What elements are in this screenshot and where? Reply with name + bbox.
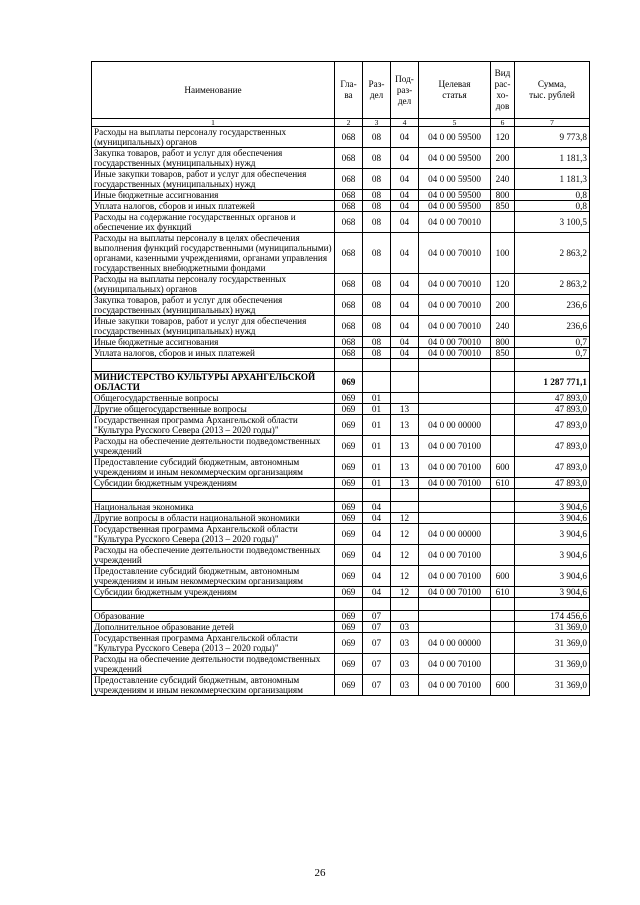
cell-podrazdel: 04 [391, 212, 419, 233]
cell-glava: 069 [335, 654, 363, 675]
cell-vid [491, 502, 515, 513]
column-number: 6 [491, 119, 515, 127]
cell-razdel: 04 [363, 566, 391, 587]
cell-statya: 04 0 00 70100 [419, 457, 491, 478]
cell-glava: 069 [335, 513, 363, 524]
table-row [92, 274, 590, 295]
cell-vid [491, 654, 515, 675]
cell-glava [335, 489, 363, 502]
header-row [92, 62, 590, 119]
cell-podrazdel: 03 [391, 675, 419, 696]
cell-razdel: 07 [363, 622, 391, 633]
cell-podrazdel: 12 [391, 524, 419, 545]
cell-glava: 068 [335, 169, 363, 190]
table-row [92, 316, 590, 337]
cell-glava: 069 [335, 524, 363, 545]
column-number: 4 [391, 119, 419, 127]
cell-name: Предоставление субсидий бюджетным, автономным учреждениям и иным некоммерческим организациям [92, 675, 335, 696]
cell-statya: 04 0 00 00000 [419, 633, 491, 654]
cell-razdel: 04 [363, 513, 391, 524]
cell-podrazdel: 04 [391, 169, 419, 190]
cell-summa: 47 893,0 [515, 415, 590, 436]
cell-name: Общегосударственные вопросы [92, 393, 335, 404]
cell-name: Расходы на содержание государственных органов и обеспечение их функций [92, 212, 335, 233]
table-row [92, 348, 590, 359]
cell-vid [491, 524, 515, 545]
cell-statya [419, 598, 491, 611]
cell-summa: 47 893,0 [515, 436, 590, 457]
cell-statya: 04 0 00 70100 [419, 675, 491, 696]
cell-name: Иные закупки товаров, работ и услуг для обеспечения государственных (муниципальных) нужд [92, 169, 335, 190]
table-row [92, 148, 590, 169]
cell-name: Закупка товаров, работ и услуг для обеспечения государственных (муниципальных) нужд [92, 148, 335, 169]
cell-vid [491, 393, 515, 404]
table-row [92, 404, 590, 415]
cell-vid [491, 633, 515, 654]
column-number: 7 [515, 119, 590, 127]
cell-summa: 1 287 771,1 [515, 372, 590, 393]
cell-vid: 850 [491, 201, 515, 212]
cell-name: Предоставление субсидий бюджетным, автономным учреждениям и иным некоммерческим организациям [92, 566, 335, 587]
cell-summa: 3 904,6 [515, 502, 590, 513]
cell-podrazdel [391, 502, 419, 513]
cell-name: Предоставление субсидий бюджетным, автономным учреждениям и иным некоммерческим организациям [92, 457, 335, 478]
cell-glava: 068 [335, 148, 363, 169]
cell-glava: 068 [335, 201, 363, 212]
cell-glava: 068 [335, 190, 363, 201]
cell-statya: 04 0 00 59500 [419, 190, 491, 201]
cell-statya [419, 359, 491, 372]
cell-podrazdel: 03 [391, 633, 419, 654]
cell-statya: 04 0 00 70010 [419, 295, 491, 316]
table-row [92, 295, 590, 316]
table-row [92, 502, 590, 513]
cell-razdel: 07 [363, 675, 391, 696]
cell-vid [491, 489, 515, 502]
column-number: 1 [92, 119, 335, 127]
cell-vid: 200 [491, 295, 515, 316]
cell-glava: 068 [335, 295, 363, 316]
cell-glava: 069 [335, 436, 363, 457]
cell-razdel: 01 [363, 393, 391, 404]
cell-name: Расходы на выплаты персоналу государственных (муниципальных) органов [92, 274, 335, 295]
cell-podrazdel: 03 [391, 622, 419, 633]
cell-name [92, 359, 335, 372]
cell-statya [419, 502, 491, 513]
cell-name: Государственная программа Архангельской области "Культура Русского Севера (2013 – 2020 годы)" [92, 633, 335, 654]
cell-glava: 069 [335, 415, 363, 436]
cell-name: Национальная экономика [92, 502, 335, 513]
cell-razdel: 08 [363, 127, 391, 148]
cell-podrazdel: 12 [391, 587, 419, 598]
cell-vid: 800 [491, 337, 515, 348]
cell-name: Иные закупки товаров, работ и услуг для обеспечения государственных (муниципальных) нужд [92, 316, 335, 337]
cell-statya: 04 0 00 70010 [419, 348, 491, 359]
header-glava: Гла- ва [335, 62, 363, 119]
cell-podrazdel [391, 359, 419, 372]
cell-summa: 0,8 [515, 201, 590, 212]
cell-vid: 600 [491, 566, 515, 587]
cell-name: Уплата налогов, сборов и иных платежей [92, 348, 335, 359]
cell-razdel: 04 [363, 545, 391, 566]
cell-razdel: 08 [363, 274, 391, 295]
table-row [92, 201, 590, 212]
cell-statya: 04 0 00 70100 [419, 545, 491, 566]
cell-podrazdel: 04 [391, 201, 419, 212]
cell-statya [419, 622, 491, 633]
cell-glava: 068 [335, 233, 363, 274]
cell-name: Закупка товаров, работ и услуг для обеспечения государственных (муниципальных) нужд [92, 295, 335, 316]
cell-podrazdel [391, 372, 419, 393]
cell-name [92, 489, 335, 502]
cell-razdel: 08 [363, 169, 391, 190]
cell-podrazdel: 04 [391, 316, 419, 337]
cell-vid: 100 [491, 233, 515, 274]
table-row [92, 545, 590, 566]
cell-vid [491, 415, 515, 436]
cell-name: Расходы на обеспечение деятельности подведомственных учреждений [92, 654, 335, 675]
cell-vid [491, 622, 515, 633]
cell-razdel: 08 [363, 316, 391, 337]
cell-razdel: 04 [363, 502, 391, 513]
cell-vid [491, 372, 515, 393]
cell-vid [491, 611, 515, 622]
cell-podrazdel: 04 [391, 337, 419, 348]
cell-razdel: 04 [363, 524, 391, 545]
cell-summa: 2 863,2 [515, 233, 590, 274]
cell-vid: 600 [491, 675, 515, 696]
cell-glava: 068 [335, 348, 363, 359]
cell-name: Иные бюджетные ассигнования [92, 190, 335, 201]
cell-razdel: 01 [363, 457, 391, 478]
cell-podrazdel [391, 393, 419, 404]
cell-glava: 068 [335, 212, 363, 233]
cell-razdel: 01 [363, 478, 391, 489]
cell-statya: 04 0 00 70010 [419, 274, 491, 295]
cell-razdel: 08 [363, 233, 391, 274]
cell-summa: 1 181,3 [515, 148, 590, 169]
table-row [92, 337, 590, 348]
cell-summa: 31 369,0 [515, 633, 590, 654]
cell-summa: 3 904,6 [515, 587, 590, 598]
cell-vid: 850 [491, 348, 515, 359]
table-row [92, 169, 590, 190]
table-row [92, 212, 590, 233]
table-row [92, 478, 590, 489]
cell-podrazdel: 04 [391, 274, 419, 295]
table-row [92, 675, 590, 696]
cell-glava: 069 [335, 372, 363, 393]
column-number: 3 [363, 119, 391, 127]
cell-summa: 47 893,0 [515, 457, 590, 478]
cell-vid [491, 598, 515, 611]
cell-summa: 174 456,6 [515, 611, 590, 622]
cell-statya: 04 0 00 00000 [419, 524, 491, 545]
cell-glava: 069 [335, 675, 363, 696]
page-number: 26 [314, 867, 326, 879]
cell-glava: 069 [335, 633, 363, 654]
cell-glava: 069 [335, 622, 363, 633]
cell-summa: 0,7 [515, 337, 590, 348]
cell-podrazdel [391, 598, 419, 611]
cell-razdel: 01 [363, 436, 391, 457]
cell-name: Субсидии бюджетным учреждениям [92, 587, 335, 598]
cell-podrazdel [391, 611, 419, 622]
table-row [92, 233, 590, 274]
cell-statya: 04 0 00 70100 [419, 478, 491, 489]
cell-razdel: 07 [363, 654, 391, 675]
cell-summa: 1 181,3 [515, 169, 590, 190]
cell-summa: 3 904,6 [515, 566, 590, 587]
table-row [92, 393, 590, 404]
cell-summa: 47 893,0 [515, 478, 590, 489]
cell-summa: 3 904,6 [515, 524, 590, 545]
column-number-row [92, 119, 590, 127]
cell-statya: 04 0 00 70010 [419, 316, 491, 337]
cell-vid: 120 [491, 274, 515, 295]
cell-statya: 04 0 00 70100 [419, 587, 491, 598]
column-number: 2 [335, 119, 363, 127]
spacer-row [92, 489, 590, 502]
cell-glava: 069 [335, 611, 363, 622]
header-name: Наименование [92, 62, 335, 119]
cell-name: Субсидии бюджетным учреждениям [92, 478, 335, 489]
spacer-row [92, 598, 590, 611]
cell-name: МИНИСТЕРСТВО КУЛЬТУРЫ АРХАНГЕЛЬСКОЙ ОБЛАСТИ [92, 372, 335, 393]
cell-razdel: 07 [363, 633, 391, 654]
cell-statya: 04 0 00 70010 [419, 233, 491, 274]
cell-vid: 800 [491, 190, 515, 201]
cell-razdel: 04 [363, 587, 391, 598]
cell-name: Расходы на обеспечение деятельности подведомственных учреждений [92, 545, 335, 566]
cell-vid: 610 [491, 478, 515, 489]
cell-summa [515, 359, 590, 372]
cell-razdel [363, 489, 391, 502]
cell-summa: 9 773,8 [515, 127, 590, 148]
cell-summa: 236,6 [515, 295, 590, 316]
cell-glava: 069 [335, 478, 363, 489]
cell-statya: 04 0 00 70010 [419, 337, 491, 348]
cell-name: Дополнительное образование детей [92, 622, 335, 633]
table-row [92, 436, 590, 457]
cell-podrazdel: 13 [391, 436, 419, 457]
cell-name: Расходы на выплаты персоналу государственных (муниципальных) органов [92, 127, 335, 148]
cell-summa: 47 893,0 [515, 393, 590, 404]
cell-statya: 04 0 00 59500 [419, 169, 491, 190]
header-summa: Сумма, тыс. рублей [515, 62, 590, 119]
cell-razdel [363, 598, 391, 611]
cell-name: Государственная программа Архангельской области "Культура Русского Севера (2013 – 2020 годы)" [92, 415, 335, 436]
cell-statya: 04 0 00 59500 [419, 201, 491, 212]
cell-podrazdel: 04 [391, 148, 419, 169]
cell-vid [491, 513, 515, 524]
cell-statya [419, 513, 491, 524]
cell-glava: 069 [335, 404, 363, 415]
table-row [92, 372, 590, 393]
cell-razdel: 08 [363, 348, 391, 359]
cell-vid: 610 [491, 587, 515, 598]
cell-statya [419, 611, 491, 622]
table-row [92, 654, 590, 675]
cell-podrazdel: 13 [391, 478, 419, 489]
table-row [92, 587, 590, 598]
cell-glava: 069 [335, 457, 363, 478]
cell-razdel: 01 [363, 404, 391, 415]
cell-summa: 3 100,5 [515, 212, 590, 233]
cell-razdel [363, 359, 391, 372]
cell-glava: 069 [335, 502, 363, 513]
cell-glava: 068 [335, 127, 363, 148]
cell-glava: 069 [335, 393, 363, 404]
table-row [92, 622, 590, 633]
cell-statya: 04 0 00 59500 [419, 127, 491, 148]
table-row [92, 513, 590, 524]
table-row [92, 566, 590, 587]
table-row [92, 524, 590, 545]
cell-glava [335, 598, 363, 611]
cell-name: Расходы на обеспечение деятельности подведомственных учреждений [92, 436, 335, 457]
header-statya: Целевая статья [419, 62, 491, 119]
cell-podrazdel: 13 [391, 404, 419, 415]
cell-razdel: 07 [363, 611, 391, 622]
cell-podrazdel: 13 [391, 415, 419, 436]
cell-podrazdel: 04 [391, 348, 419, 359]
cell-vid [491, 436, 515, 457]
cell-summa: 31 369,0 [515, 622, 590, 633]
cell-vid: 240 [491, 316, 515, 337]
cell-statya: 04 0 00 70100 [419, 436, 491, 457]
cell-podrazdel: 13 [391, 457, 419, 478]
cell-statya: 04 0 00 70010 [419, 212, 491, 233]
cell-razdel [363, 372, 391, 393]
cell-name [92, 598, 335, 611]
cell-statya [419, 393, 491, 404]
cell-summa: 2 863,2 [515, 274, 590, 295]
cell-podrazdel: 12 [391, 513, 419, 524]
cell-razdel: 08 [363, 201, 391, 212]
cell-vid [491, 212, 515, 233]
cell-statya: 04 0 00 00000 [419, 415, 491, 436]
cell-name: Образование [92, 611, 335, 622]
table-row [92, 190, 590, 201]
cell-summa: 0,7 [515, 348, 590, 359]
header-podrazdel: Под- раз- дел [391, 62, 419, 119]
cell-podrazdel: 03 [391, 654, 419, 675]
cell-razdel: 08 [363, 337, 391, 348]
cell-podrazdel: 12 [391, 545, 419, 566]
cell-vid [491, 359, 515, 372]
cell-summa: 3 904,6 [515, 545, 590, 566]
cell-summa: 236,6 [515, 316, 590, 337]
cell-podrazdel: 04 [391, 190, 419, 201]
cell-podrazdel [391, 489, 419, 502]
cell-razdel: 01 [363, 415, 391, 436]
cell-vid: 240 [491, 169, 515, 190]
cell-statya [419, 489, 491, 502]
cell-summa: 47 893,0 [515, 404, 590, 415]
cell-name: Уплата налогов, сборов и иных платежей [92, 201, 335, 212]
cell-glava: 069 [335, 545, 363, 566]
cell-summa: 31 369,0 [515, 675, 590, 696]
table-row [92, 415, 590, 436]
cell-summa: 0,8 [515, 190, 590, 201]
cell-razdel: 08 [363, 190, 391, 201]
column-number: 5 [419, 119, 491, 127]
budget-table [91, 61, 590, 696]
cell-glava: 068 [335, 337, 363, 348]
table-row [92, 611, 590, 622]
cell-statya [419, 372, 491, 393]
table-row [92, 633, 590, 654]
cell-vid: 600 [491, 457, 515, 478]
cell-glava: 068 [335, 316, 363, 337]
cell-razdel: 08 [363, 295, 391, 316]
cell-glava [335, 359, 363, 372]
spacer-row [92, 359, 590, 372]
cell-podrazdel: 04 [391, 233, 419, 274]
cell-name: Другие вопросы в области национальной экономики [92, 513, 335, 524]
table-header [92, 62, 590, 127]
cell-razdel: 08 [363, 212, 391, 233]
cell-summa [515, 598, 590, 611]
cell-vid: 200 [491, 148, 515, 169]
cell-statya: 04 0 00 70100 [419, 654, 491, 675]
cell-statya: 04 0 00 70100 [419, 566, 491, 587]
table-row [92, 127, 590, 148]
header-razdel: Раз- дел [363, 62, 391, 119]
table-row [92, 457, 590, 478]
cell-name: Иные бюджетные ассигнования [92, 337, 335, 348]
cell-summa: 31 369,0 [515, 654, 590, 675]
cell-podrazdel: 12 [391, 566, 419, 587]
cell-statya: 04 0 00 59500 [419, 148, 491, 169]
cell-name: Другие общегосударственные вопросы [92, 404, 335, 415]
cell-name: Расходы на выплаты персоналу в целях обеспечения выполнения функций государственными (муниципальными) органами, казенными учреждениями, органами управления государственных внебюджетными фондами [92, 233, 335, 274]
cell-summa [515, 489, 590, 502]
cell-statya [419, 404, 491, 415]
cell-name: Государственная программа Архангельской области "Культура Русского Севера (2013 – 2020 годы)" [92, 524, 335, 545]
header-vid: Вид рас- хо- дов [491, 62, 515, 119]
cell-vid: 120 [491, 127, 515, 148]
cell-summa: 3 904,6 [515, 513, 590, 524]
table-body [92, 127, 590, 696]
cell-glava: 068 [335, 274, 363, 295]
cell-glava: 069 [335, 587, 363, 598]
cell-podrazdel: 04 [391, 127, 419, 148]
cell-razdel: 08 [363, 148, 391, 169]
cell-vid [491, 545, 515, 566]
cell-glava: 069 [335, 566, 363, 587]
cell-podrazdel: 04 [391, 295, 419, 316]
cell-vid [491, 404, 515, 415]
